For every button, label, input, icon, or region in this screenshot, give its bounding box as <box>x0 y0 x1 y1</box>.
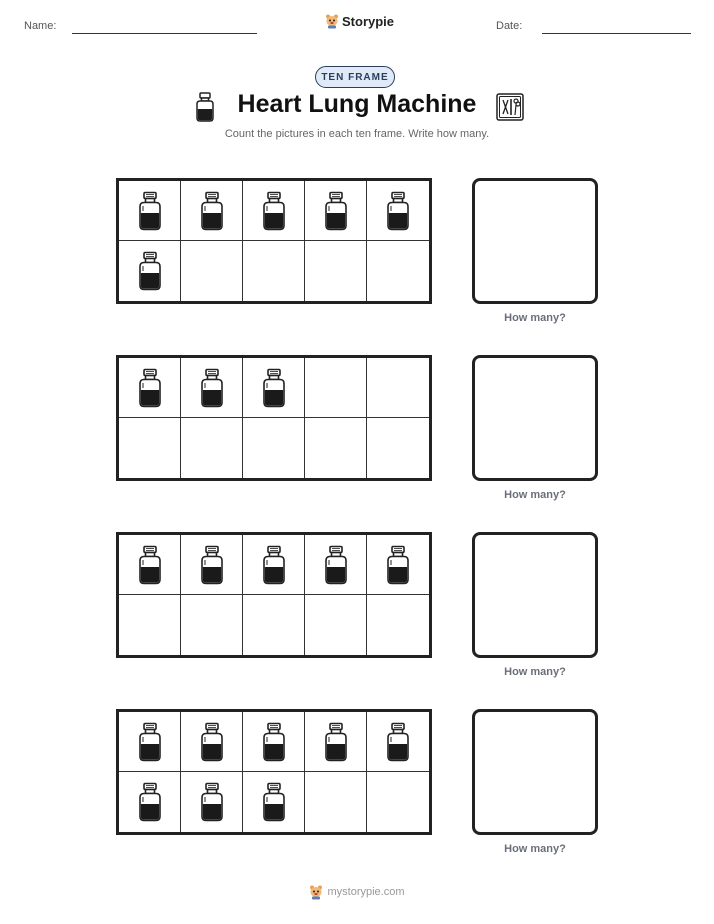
medicine-vial-icon <box>324 191 348 231</box>
ten-frame-1 <box>116 178 432 304</box>
medicine-vial-icon <box>138 191 162 231</box>
ten-frame-cell <box>181 418 243 478</box>
ten-frame-cell <box>181 358 243 418</box>
ten-frame-cell <box>367 358 429 418</box>
ten-frame-cell <box>243 712 305 772</box>
medicine-vial-icon <box>200 722 224 762</box>
ten-frame-cell <box>243 595 305 655</box>
date-label: Date: <box>496 20 523 32</box>
medicine-vial-icon <box>386 545 410 585</box>
ten-frame-cell <box>181 772 243 832</box>
ten-frame-cell <box>367 535 429 595</box>
medicine-vial-icon <box>386 722 410 762</box>
ten-frame-cell <box>367 181 429 241</box>
ten-frame-cell <box>243 418 305 478</box>
name-label: Name: <box>24 20 57 32</box>
how-many-label-4: How many? <box>504 843 566 855</box>
page-title: Heart Lung Machine <box>237 90 477 118</box>
instructions: Count the pictures in each ten frame. Write how many. <box>224 128 490 140</box>
medicine-vial-icon <box>138 722 162 762</box>
ten-frame-cell <box>119 241 181 301</box>
medicine-vial-icon <box>324 722 348 762</box>
answer-box-1[interactable] <box>472 178 598 304</box>
medicine-vial-icon <box>195 92 215 122</box>
ten-frame-cell <box>119 712 181 772</box>
footer-url: mystorypie.com <box>327 886 405 898</box>
medicine-vial-icon <box>200 368 224 408</box>
medicine-vial-icon <box>262 782 286 822</box>
ten-frame-2 <box>116 355 432 481</box>
medicine-vial-icon <box>262 722 286 762</box>
how-many-label-2: How many? <box>504 489 566 501</box>
medicine-vial-icon <box>138 368 162 408</box>
brand-logo <box>325 13 394 29</box>
medicine-vial-icon <box>386 191 410 231</box>
medicine-vial-icon <box>138 545 162 585</box>
ten-frame-cell <box>181 595 243 655</box>
ten-frame-cell <box>367 595 429 655</box>
ten-frame-cell <box>367 712 429 772</box>
ten-frame-cell <box>181 241 243 301</box>
ten-frame-cell <box>367 418 429 478</box>
ten-frame-cell <box>119 418 181 478</box>
ten-frame-badge: TEN FRAME <box>315 66 395 88</box>
ten-frame-cell <box>305 535 367 595</box>
how-many-label-1: How many? <box>504 312 566 324</box>
medicine-vial-icon <box>138 251 162 291</box>
medicine-vial-icon <box>200 782 224 822</box>
ten-frame-cell <box>119 181 181 241</box>
ten-frame-cell <box>367 241 429 301</box>
medicine-vial-icon <box>138 782 162 822</box>
name-line[interactable] <box>72 33 257 34</box>
ten-frame-cell <box>181 712 243 772</box>
storypie-mascot-icon <box>325 13 339 29</box>
ten-frame-cell <box>305 181 367 241</box>
medicine-vial-icon <box>200 191 224 231</box>
answer-box-3[interactable] <box>472 532 598 658</box>
footer <box>0 884 714 900</box>
how-many-label-3: How many? <box>504 666 566 678</box>
ten-frame-cell <box>305 772 367 832</box>
ten-frame-cell <box>181 535 243 595</box>
answer-box-2[interactable] <box>472 355 598 481</box>
ten-frame-cell <box>367 772 429 832</box>
surgical-tools-tray-icon <box>496 93 524 121</box>
ten-frame-cell <box>119 358 181 418</box>
ten-frame-cell <box>305 712 367 772</box>
ten-frame-cell <box>119 595 181 655</box>
medicine-vial-icon <box>262 545 286 585</box>
ten-frame-3 <box>116 532 432 658</box>
ten-frame-cell <box>243 358 305 418</box>
ten-frame-cell <box>305 241 367 301</box>
ten-frame-cell <box>243 772 305 832</box>
medicine-vial-icon <box>324 545 348 585</box>
medicine-vial-icon <box>200 545 224 585</box>
ten-frame-cell <box>119 772 181 832</box>
ten-frame-cell <box>243 241 305 301</box>
date-line[interactable] <box>542 33 691 34</box>
ten-frame-cell <box>119 535 181 595</box>
ten-frame-cell <box>305 595 367 655</box>
medicine-vial-icon <box>262 191 286 231</box>
ten-frame-cell <box>305 418 367 478</box>
answer-box-4[interactable] <box>472 709 598 835</box>
brand-name: Storypie <box>342 13 395 29</box>
ten-frame-cell <box>181 181 243 241</box>
ten-frame-cell <box>305 358 367 418</box>
ten-frame-4 <box>116 709 432 835</box>
storypie-mascot-icon <box>309 884 323 900</box>
ten-frame-cell <box>243 535 305 595</box>
ten-frame-cell <box>243 181 305 241</box>
medicine-vial-icon <box>262 368 286 408</box>
